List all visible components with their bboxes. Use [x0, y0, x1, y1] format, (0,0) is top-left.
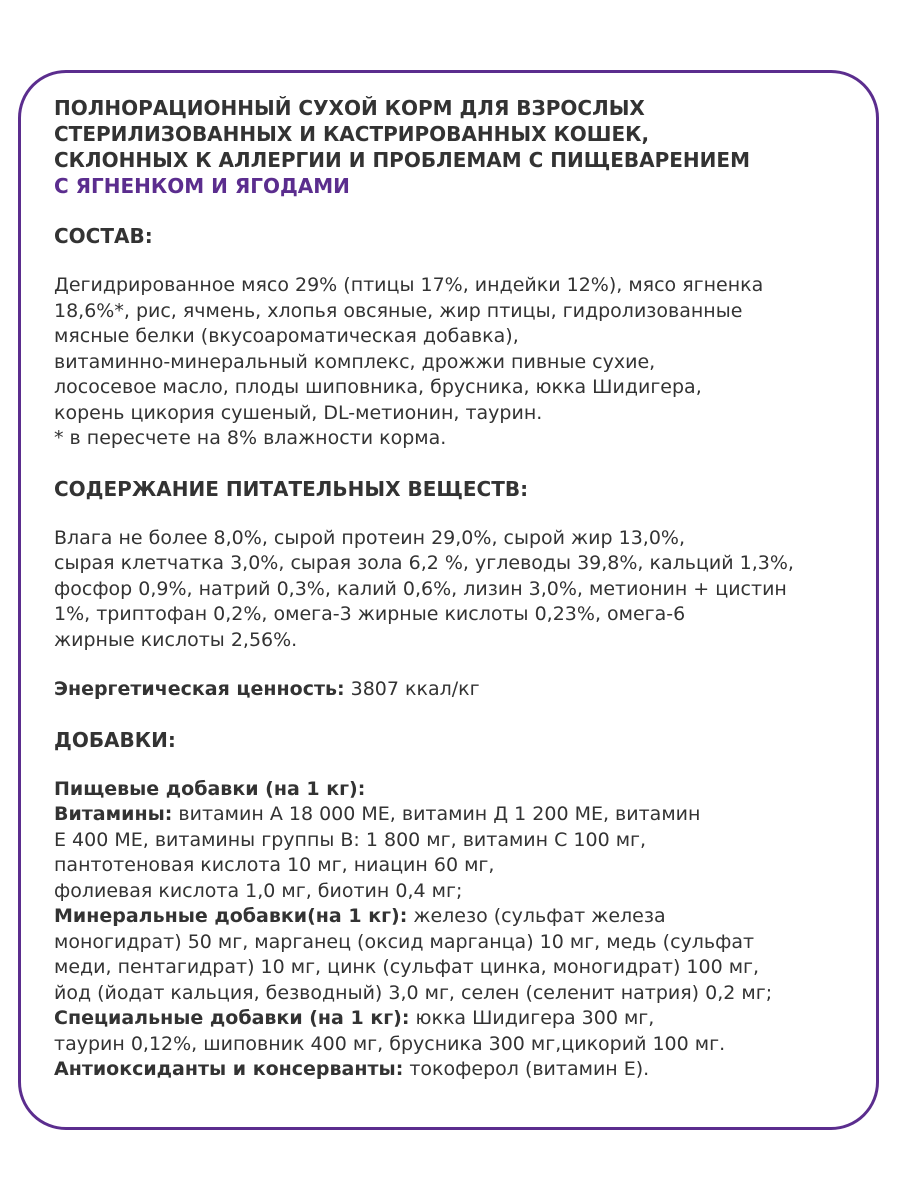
antioxidants-label: Антиоксиданты и консерванты: — [54, 1058, 404, 1080]
minerals-line: меди, пентагидрат) 10 мг, цинк (сульфат цинка, моногидрат) 100 мг, — [54, 956, 760, 978]
nutrients-line: 1%, триптофан 0,2%, омега-3 жирные кислоты 0,23%, омега-6 — [54, 603, 686, 625]
nutrients-line: сырая клетчатка 3,0%, сырая зола 6,2 %, углеводы 39,8%, кальций 1,3%, — [54, 552, 794, 574]
minerals-line: моногидрат) 50 мг, марганец (оксид марганца) 10 мг, медь (сульфат — [54, 930, 755, 953]
title-line: СКЛОННЫХ К АЛЛЕРГИИ И ПРОБЛЕМАМ С ПИЩЕВАРЕНИЕМ — [54, 148, 750, 172]
vitamins-line — [54, 802, 874, 828]
product-title — [54, 95, 874, 199]
nutrients-heading: СОДЕРЖАНИЕ ПИТАТЕЛЬНЫХ ВЕЩЕСТВ: — [54, 476, 529, 501]
title-flavor: С ЯГНЕНКОМ И ЯГОДАМИ — [54, 174, 350, 198]
nutrients-line: жирные кислоты 2,56%. — [54, 628, 298, 651]
nutrients-line: Влага не более 8,0%, сырой протеин 29,0%, сырой жир 13,0%, — [54, 526, 686, 549]
minerals-text: железо (сульфат железа — [407, 905, 666, 927]
nutrients-text — [54, 526, 874, 654]
vitamins-line: пантотеновая кислота 10 мг, ниацин 60 мг, — [54, 854, 495, 876]
antioxidants-line — [54, 1057, 874, 1083]
special-label: Специальные добавки (на 1 кг): — [54, 1007, 410, 1029]
special-line — [54, 1006, 874, 1032]
vitamins-line: фолиевая кислота 1,0 мг, биотин 0,4 мг; — [54, 879, 463, 902]
additives-heading: ДОБАВКИ: — [54, 727, 176, 752]
antioxidants-text: токоферол (витамин Е). — [403, 1058, 650, 1080]
energy-value — [54, 677, 874, 703]
composition-heading: СОСТАВ: — [54, 224, 153, 248]
energy-label: Энергетическая ценность: — [54, 678, 345, 700]
minerals-label: Минеральные добавки(на 1 кг): — [54, 905, 408, 927]
special-line: таурин 0,12%, шиповник 400 мг, брусника 300 мг,цикорий 100 мг. — [54, 1032, 726, 1055]
title-line: СТЕРИЛИЗОВАННЫХ И КАСТРИРОВАННЫХ КОШЕК, — [54, 122, 650, 146]
composition-line: мясные белки (вкусоароматическая добавка), — [54, 325, 519, 347]
composition-line: Дегидрированное мясо 29% (птицы 17%, индейки 12%), мясо ягненка — [54, 274, 764, 296]
composition-line: лососевое масло, плоды шиповника, брусника, юкка Шидигера, — [54, 376, 702, 398]
energy-amount: 3807 ккал/кг — [344, 678, 480, 700]
composition-footnote: * в пересчете на 8% влажности корма. — [54, 427, 447, 449]
composition-line: витаминно-минеральный комплекс, дрожжи пивные сухие, — [54, 350, 656, 373]
vitamins-label: Витамины: — [54, 803, 173, 825]
vitamins-text: витамин А 18 000 МЕ, витамин Д 1 200 МЕ, витамин — [172, 803, 701, 825]
nutrients-line: фосфор 0,9%, натрий 0,3%, калий 0,6%, лизин 3,0%, метионин + цистин — [54, 577, 787, 600]
food-additives-label: Пищевые добавки (на 1 кг): — [54, 777, 366, 800]
title-line: ПОЛНОРАЦИОННЫЙ СУХОЙ КОРМ ДЛЯ ВЗРОСЛЫХ — [54, 96, 645, 120]
minerals-line: йод (йодат кальция, безводный) 3,0 мг, селен (селенит натрия) 0,2 мг; — [54, 981, 773, 1004]
special-text: юкка Шидигера 300 мг, — [409, 1007, 655, 1029]
additives-text — [54, 777, 874, 1083]
composition-line: 18,6%*, рис, ячмень, хлопья овсяные, жир птицы, гидролизованные — [54, 299, 743, 322]
minerals-line — [54, 904, 874, 930]
vitamins-line: Е 400 МЕ, витамины группы В: 1 800 мг, витамин С 100 мг, — [54, 828, 647, 851]
composition-line: корень цикория сушеный, DL-метионин, таурин. — [54, 401, 543, 424]
label-text-block — [54, 95, 874, 1083]
composition-text — [54, 273, 874, 452]
